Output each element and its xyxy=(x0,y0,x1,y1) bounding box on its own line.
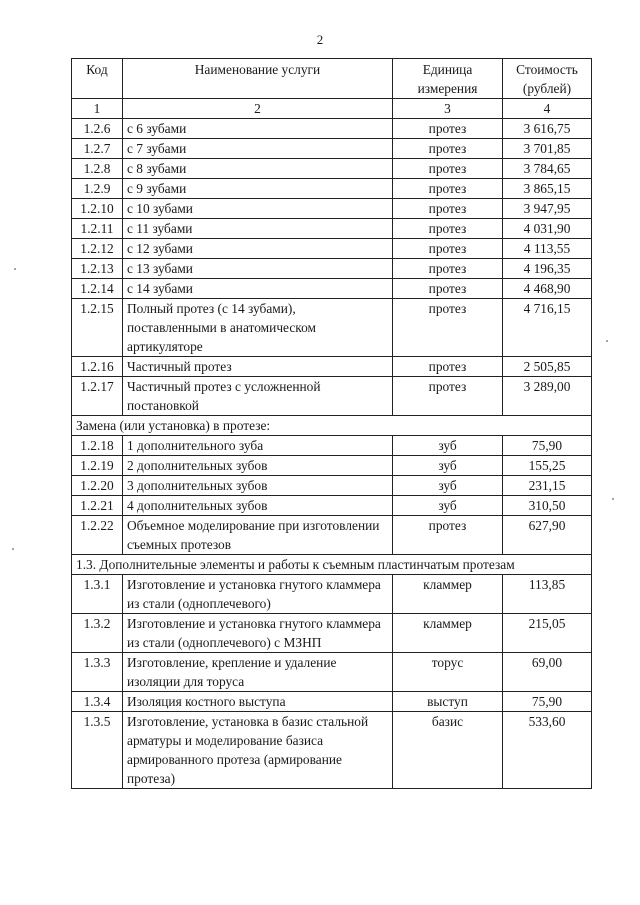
row-code: 1.2.13 xyxy=(72,259,123,279)
scan-speck xyxy=(14,268,16,270)
row-price: 4 468,90 xyxy=(503,279,592,299)
table-row xyxy=(72,159,592,179)
row-price: 113,85 xyxy=(503,575,592,614)
row-code: 1.3.2 xyxy=(72,614,123,653)
row-name: 4 дополнительных зубов xyxy=(123,496,393,516)
row-price: 155,25 xyxy=(503,456,592,476)
row-code: 1.3.4 xyxy=(72,692,123,712)
row-price: 4 716,15 xyxy=(503,299,592,357)
row-code: 1.2.19 xyxy=(72,456,123,476)
price-table xyxy=(71,58,592,789)
row-price: 3 289,00 xyxy=(503,377,592,416)
row-unit: зуб xyxy=(393,436,503,456)
row-name: с 6 зубами xyxy=(123,119,393,139)
row-unit: протез xyxy=(393,299,503,357)
table-row xyxy=(72,357,592,377)
row-code: 1.2.6 xyxy=(72,119,123,139)
column-number-row xyxy=(72,99,592,119)
row-unit: базис xyxy=(393,712,503,789)
table-row xyxy=(72,279,592,299)
scan-speck xyxy=(12,548,14,550)
table-row xyxy=(72,239,592,259)
row-name: с 10 зубами xyxy=(123,199,393,219)
row-code: 1.3.3 xyxy=(72,653,123,692)
section-title: 1.3. Дополнительные элементы и работы к съемным пластинчатым протезам xyxy=(72,555,592,575)
row-price: 627,90 xyxy=(503,516,592,555)
row-price: 2 505,85 xyxy=(503,357,592,377)
row-name: Объемное моделирование при изготовлении съемных протезов xyxy=(123,516,393,555)
table-row xyxy=(72,199,592,219)
row-code: 1.2.11 xyxy=(72,219,123,239)
row-unit: протез xyxy=(393,357,503,377)
row-price: 310,50 xyxy=(503,496,592,516)
row-unit: зуб xyxy=(393,476,503,496)
row-unit: протез xyxy=(393,377,503,416)
row-name: 3 дополнительных зубов xyxy=(123,476,393,496)
row-price: 3 616,75 xyxy=(503,119,592,139)
row-price: 215,05 xyxy=(503,614,592,653)
table-row xyxy=(72,179,592,199)
row-price: 3 701,85 xyxy=(503,139,592,159)
header-price: Стоимость (рублей) xyxy=(503,59,592,99)
row-name: с 7 зубами xyxy=(123,139,393,159)
row-code: 1.2.20 xyxy=(72,476,123,496)
row-name: Изоляция костного выступа xyxy=(123,692,393,712)
table-row xyxy=(72,139,592,159)
column-number: 2 xyxy=(123,99,393,119)
section-title: Замена (или установка) в протезе: xyxy=(72,416,592,436)
row-code: 1.3.1 xyxy=(72,575,123,614)
row-name: Изготовление и установка гнутого кламмера из стали (одноплечевого) с МЗНП xyxy=(123,614,393,653)
row-price: 4 031,90 xyxy=(503,219,592,239)
row-price: 3 865,15 xyxy=(503,179,592,199)
row-unit: протез xyxy=(393,199,503,219)
header-code: Код xyxy=(72,59,123,99)
row-unit: протез xyxy=(393,279,503,299)
table-row xyxy=(72,575,592,614)
row-name: Частичный протез xyxy=(123,357,393,377)
row-unit: протез xyxy=(393,516,503,555)
row-code: 1.2.9 xyxy=(72,179,123,199)
row-name: 2 дополнительных зубов xyxy=(123,456,393,476)
table-row xyxy=(72,496,592,516)
row-unit: протез xyxy=(393,159,503,179)
row-unit: зуб xyxy=(393,456,503,476)
row-name: с 11 зубами xyxy=(123,219,393,239)
row-name: с 9 зубами xyxy=(123,179,393,199)
row-price: 4 196,35 xyxy=(503,259,592,279)
row-code: 1.2.17 xyxy=(72,377,123,416)
row-code: 1.2.21 xyxy=(72,496,123,516)
row-name: с 8 зубами xyxy=(123,159,393,179)
row-price: 75,90 xyxy=(503,436,592,456)
row-code: 1.2.22 xyxy=(72,516,123,555)
column-number: 1 xyxy=(72,99,123,119)
row-unit: протез xyxy=(393,119,503,139)
table-row xyxy=(72,299,592,357)
row-price: 75,90 xyxy=(503,692,592,712)
row-code: 1.2.14 xyxy=(72,279,123,299)
table-row xyxy=(72,516,592,555)
table-row xyxy=(72,377,592,416)
row-unit: протез xyxy=(393,219,503,239)
row-name: Изготовление, установка в базис стальной арматуры и моделирование базиса армированного протеза (армирование протеза) xyxy=(123,712,393,789)
column-number: 4 xyxy=(503,99,592,119)
row-name: Полный протез (с 14 зубами), поставленными в анатомическом артикуляторе xyxy=(123,299,393,357)
row-unit: торус xyxy=(393,653,503,692)
row-unit: протез xyxy=(393,259,503,279)
section-row xyxy=(72,416,592,436)
row-code: 1.2.7 xyxy=(72,139,123,159)
row-unit: кламмер xyxy=(393,614,503,653)
row-code: 1.2.8 xyxy=(72,159,123,179)
scan-speck xyxy=(606,340,608,342)
table-body xyxy=(72,119,592,789)
table-row xyxy=(72,456,592,476)
row-name: с 12 зубами xyxy=(123,239,393,259)
row-unit: кламмер xyxy=(393,575,503,614)
row-name: 1 дополнительного зуба xyxy=(123,436,393,456)
row-name: с 13 зубами xyxy=(123,259,393,279)
table-row xyxy=(72,653,592,692)
column-number: 3 xyxy=(393,99,503,119)
row-unit: протез xyxy=(393,239,503,259)
table-row xyxy=(72,259,592,279)
row-name: с 14 зубами xyxy=(123,279,393,299)
row-unit: выступ xyxy=(393,692,503,712)
row-unit: протез xyxy=(393,139,503,159)
row-code: 1.3.5 xyxy=(72,712,123,789)
table-header-row xyxy=(72,59,592,99)
row-price: 3 947,95 xyxy=(503,199,592,219)
header-unit: Единица измерения xyxy=(393,59,503,99)
row-price: 231,15 xyxy=(503,476,592,496)
row-code: 1.2.16 xyxy=(72,357,123,377)
row-price: 4 113,55 xyxy=(503,239,592,259)
row-price: 69,00 xyxy=(503,653,592,692)
row-code: 1.2.15 xyxy=(72,299,123,357)
row-price: 533,60 xyxy=(503,712,592,789)
page-number: 2 xyxy=(316,32,324,47)
table-row xyxy=(72,712,592,789)
row-code: 1.2.10 xyxy=(72,199,123,219)
row-name: Изготовление и установка гнутого кламмера из стали (одноплечевого) xyxy=(123,575,393,614)
table-row xyxy=(72,476,592,496)
table-row xyxy=(72,219,592,239)
header-name: Наименование услуги xyxy=(123,59,393,99)
table-row xyxy=(72,436,592,456)
table-row xyxy=(72,614,592,653)
row-code: 1.2.12 xyxy=(72,239,123,259)
scan-speck xyxy=(612,498,614,500)
row-code: 1.2.18 xyxy=(72,436,123,456)
table-row xyxy=(72,119,592,139)
row-price: 3 784,65 xyxy=(503,159,592,179)
row-name: Изготовление, крепление и удаление изоляции для торуса xyxy=(123,653,393,692)
table-row xyxy=(72,692,592,712)
row-name: Частичный протез с усложненной постановкой xyxy=(123,377,393,416)
section-row xyxy=(72,555,592,575)
row-unit: протез xyxy=(393,179,503,199)
row-unit: зуб xyxy=(393,496,503,516)
